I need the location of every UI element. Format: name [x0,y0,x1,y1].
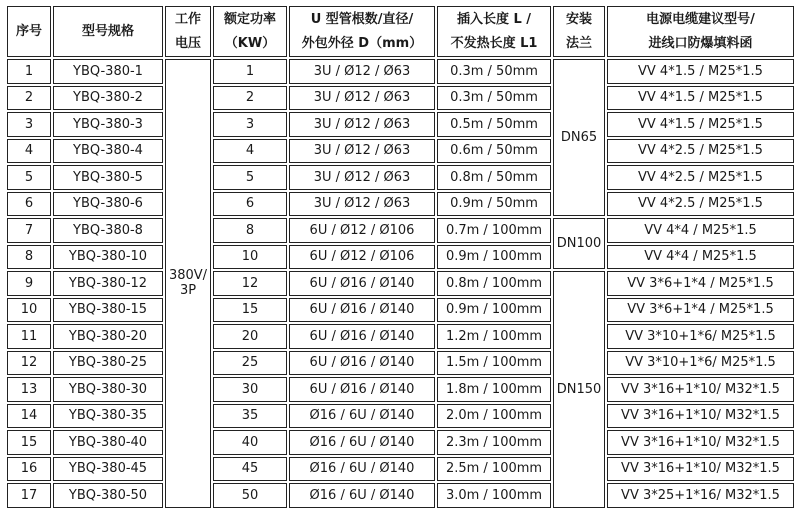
cell-no: 16 [7,457,51,482]
cell-length: 1.2m / 100mm [437,324,551,349]
cell-power: 15 [213,298,287,323]
cell-length: 2.0m / 100mm [437,404,551,429]
table-row [7,192,794,217]
cell-model: YBQ-380-20 [53,324,163,349]
cell-cable: VV 3*16+1*10/ M32*1.5 [607,404,794,429]
cell-power: 20 [213,324,287,349]
cell-no: 5 [7,165,51,190]
cell-model: YBQ-380-1 [53,59,163,84]
cell-no: 2 [7,86,51,111]
cell-tube: 6U / Ø16 / Ø140 [289,324,435,349]
cell-tube: Ø16 / 6U / Ø140 [289,457,435,482]
cell-power: 1 [213,59,287,84]
header-row [7,6,794,57]
cell-tube: 6U / Ø16 / Ø140 [289,351,435,376]
cell-model: YBQ-380-2 [53,86,163,111]
cell-model: YBQ-380-5 [53,165,163,190]
cell-cable: VV 3*10+1*6/ M25*1.5 [607,351,794,376]
cell-length: 0.5m / 50mm [437,112,551,137]
cell-tube: 3U / Ø12 / Ø63 [289,165,435,190]
cell-no: 12 [7,351,51,376]
cell-no: 9 [7,271,51,296]
table-row [7,483,794,508]
cell-cable: VV 4*1.5 / M25*1.5 [607,112,794,137]
cell-model: YBQ-380-3 [53,112,163,137]
cell-cable: VV 4*2.5 / M25*1.5 [607,192,794,217]
cell-power: 3 [213,112,287,137]
cell-length: 1.8m / 100mm [437,377,551,402]
voltage-line1: 380V/ [168,268,208,284]
cell-no: 10 [7,298,51,323]
cell-cable: VV 4*1.5 / M25*1.5 [607,59,794,84]
table-row [7,271,794,296]
cell-tube: 3U / Ø12 / Ø63 [289,86,435,111]
cell-model: YBQ-380-40 [53,430,163,455]
header-voltage [165,6,211,57]
header-power-line2: （KW） [224,35,276,51]
cell-tube: Ø16 / 6U / Ø140 [289,483,435,508]
table-row [7,112,794,137]
cell-power: 2 [213,86,287,111]
cell-power: 30 [213,377,287,402]
header-voltage-line2: 电压 [174,35,201,51]
cell-power: 40 [213,430,287,455]
cell-length: 2.3m / 100mm [437,430,551,455]
cell-no: 1 [7,59,51,84]
cell-model: YBQ-380-12 [53,271,163,296]
cell-cable: VV 4*2.5 / M25*1.5 [607,165,794,190]
cell-model: YBQ-380-35 [53,404,163,429]
header-length [437,6,551,57]
cell-tube: Ø16 / 6U / Ø140 [289,404,435,429]
cell-length: 0.9m / 50mm [437,192,551,217]
cell-model: YBQ-380-6 [53,192,163,217]
cell-no: 4 [7,139,51,164]
cell-tube: 3U / Ø12 / Ø63 [289,192,435,217]
cell-cable: VV 3*16+1*10/ M32*1.5 [607,377,794,402]
cell-power: 5 [213,165,287,190]
cell-length: 0.3m / 50mm [437,59,551,84]
table-row [7,351,794,376]
cell-model: YBQ-380-10 [53,245,163,270]
cell-power: 25 [213,351,287,376]
table-row [7,324,794,349]
cell-no: 3 [7,112,51,137]
header-no: 序号 [7,6,51,57]
table-row [7,404,794,429]
cell-no: 13 [7,377,51,402]
cell-length: 0.3m / 50mm [437,86,551,111]
cell-no: 17 [7,483,51,508]
voltage-line2: 3P [179,283,197,299]
cell-cable: VV 4*1.5 / M25*1.5 [607,86,794,111]
cell-length: 0.8m / 100mm [437,271,551,296]
table-row [7,86,794,111]
header-length-line2: 不发热长度 L1 [450,35,538,51]
cell-model: YBQ-380-25 [53,351,163,376]
cell-model: YBQ-380-50 [53,483,163,508]
header-power [213,6,287,57]
cell-cable: VV 3*6+1*4 / M25*1.5 [607,271,794,296]
cell-power: 4 [213,139,287,164]
spec-table-body [7,59,794,508]
cell-voltage [165,59,211,508]
header-cable-line2: 进线口防爆填料函 [648,35,753,51]
cell-tube: 3U / Ø12 / Ø63 [289,112,435,137]
cell-power: 10 [213,245,287,270]
table-row [7,430,794,455]
cell-tube: 6U / Ø12 / Ø106 [289,218,435,243]
cell-length: 0.9m / 100mm [437,245,551,270]
cell-length: 0.6m / 50mm [437,139,551,164]
cell-length: 3.0m / 100mm [437,483,551,508]
table-row [7,59,794,84]
cell-power: 6 [213,192,287,217]
cell-no: 7 [7,218,51,243]
table-row [7,457,794,482]
header-tube-line2: 外包外径 D（mm） [301,35,423,51]
cell-tube: 6U / Ø16 / Ø140 [289,271,435,296]
cell-model: YBQ-380-15 [53,298,163,323]
header-power-line1: 额定功率 [223,11,276,27]
header-flange-line2: 法兰 [565,35,592,51]
cell-no: 15 [7,430,51,455]
cell-cable: VV 3*16+1*10/ M32*1.5 [607,457,794,482]
cell-tube: 6U / Ø12 / Ø106 [289,245,435,270]
header-tube [289,6,435,57]
cell-power: 12 [213,271,287,296]
header-model: 型号规格 [53,6,163,57]
spec-table [5,4,796,510]
cell-length: 0.8m / 50mm [437,165,551,190]
cell-model: YBQ-380-8 [53,218,163,243]
cell-length: 1.5m / 100mm [437,351,551,376]
cell-cable: VV 4*4 / M25*1.5 [607,218,794,243]
cell-length: 0.9m / 100mm [437,298,551,323]
table-row [7,298,794,323]
cell-power: 8 [213,218,287,243]
header-length-line1: 插入长度 L / [456,11,532,27]
cell-cable: VV 4*4 / M25*1.5 [607,245,794,270]
cell-tube: 6U / Ø16 / Ø140 [289,298,435,323]
cell-flange: DN150 [553,271,605,508]
cell-model: YBQ-380-4 [53,139,163,164]
header-voltage-line1: 工作 [174,11,201,27]
table-row [7,377,794,402]
header-tube-line1: U 型管根数/直径/ [310,11,414,27]
cell-power: 50 [213,483,287,508]
cell-model: YBQ-380-30 [53,377,163,402]
header-cable-line1: 电源电缆建议型号/ [646,11,755,27]
cell-tube: Ø16 / 6U / Ø140 [289,430,435,455]
table-row [7,218,794,243]
cell-length: 0.7m / 100mm [437,218,551,243]
header-flange-line1: 安装 [565,11,592,27]
cell-flange: DN65 [553,59,605,216]
cell-no: 8 [7,245,51,270]
header-flange [553,6,605,57]
cell-cable: VV 3*25+1*16/ M32*1.5 [607,483,794,508]
cell-flange: DN100 [553,218,605,269]
cell-cable: VV 4*2.5 / M25*1.5 [607,139,794,164]
cell-length: 2.5m / 100mm [437,457,551,482]
cell-model: YBQ-380-45 [53,457,163,482]
header-cable [607,6,794,57]
cell-power: 35 [213,404,287,429]
cell-tube: 3U / Ø12 / Ø63 [289,139,435,164]
cell-cable: VV 3*16+1*10/ M32*1.5 [607,430,794,455]
cell-power: 45 [213,457,287,482]
table-row [7,139,794,164]
cell-cable: VV 3*10+1*6/ M25*1.5 [607,324,794,349]
table-row [7,245,794,270]
cell-no: 11 [7,324,51,349]
cell-tube: 3U / Ø12 / Ø63 [289,59,435,84]
table-row [7,165,794,190]
cell-tube: 6U / Ø16 / Ø140 [289,377,435,402]
cell-no: 6 [7,192,51,217]
cell-no: 14 [7,404,51,429]
cell-cable: VV 3*6+1*4 / M25*1.5 [607,298,794,323]
